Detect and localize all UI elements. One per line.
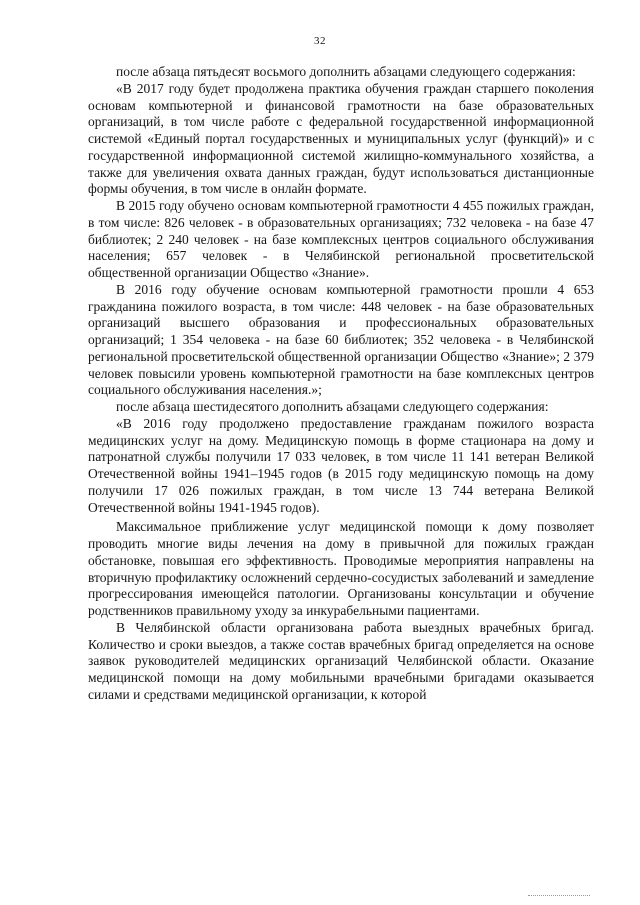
paragraph-instruction-60: после абзаца шестидесятого дополнить абзацами следующего содержания: <box>116 399 549 414</box>
paragraph-mobile-brigades: В Челябинской области организована работа выездных врачебных бригад. Количество и сроки выездов, а также состав врачебных бригад определяется на основе заявок руководителей медицинских организаций Челябинской области. Оказание медицинской помощи на дому мобильными врачебными бригадами оказывается силами и средствами медицинской организации, к которой <box>88 619 594 702</box>
paragraph-2015-statistics: В 2015 году обучено основам компьютерной грамотности 4 455 пожилых граждан, в том числе: 826 человек - в образовательных организациях; 732 человека - на базе 47 библиотек; 2 240 человек - на базе комплексных центров социального обслуживания населения; 657 человек - в Челябинской региональной просветительской общественной организации Общество «Знание». <box>88 198 594 280</box>
paragraph-home-medical-care: «В 2016 году продолжено предоставление гражданам пожилого возраста медицинских услуг на дому. Медицинскую помощь в форме стационара на дому и патронатной службы получили 17 033 человек, в том числе 11 141 ветеран Великой Отечественной войны 1941–1945 годов (в 2015 году медицинскую помощь на дому получили 17 026 пожилых граждан, в том числе 13 744 ветерана Великой Отечественной войны 1941-1945 годов). <box>88 415 594 515</box>
document-text-body <box>88 64 594 704</box>
page-number: 32 <box>314 35 326 47</box>
paragraph-treatment-at-home: Максимальное приближение услуг медицинской помощи к дому позволяет проводить многие виды лечения на дому в привычной для пожилых граждан обстановке, повышая его эффективность. Проводимые мероприятия направлены на вторичную профилактику осложнений сердечно-сосудистых заболеваний и замедление прогрессирования имеющейся патологии. Организованы консультации и обучение родственников правильному уходу за инкурабельными пациентами. <box>88 519 594 618</box>
paragraph-2017-training: «В 2017 году будет продолжена практика обучения граждан старшего поколения основам компьютерной и финансовой грамотности на базе образовательных организаций, в том числе работе с федеральной государственной информационной системой «Единый портал государственных и муниципальных услуг (функций)» и с государственной информационной системой жилищно-коммунального хозяйства, а также для увеличения охвата данных граждан, будут использоваться дистанционные формы обучения, в том числе в онлайн формате. <box>88 80 594 197</box>
scan-artifact-line <box>528 895 590 896</box>
paragraph-2016-statistics: В 2016 году обучение основам компьютерной грамотности прошли 4 653 гражданина пожилого возраста, в том числе: 448 человек - на базе образовательных организаций высшего образования и профессиональных образовательных организаций; 1 354 человека - на базе 60 библиотек; 352 человека - в Челябинской региональной просветительской общественной организации Общество «Знание»; 2 379 человек повысили уровень компьютерной грамотности на базе комплексных центров социального обслуживания населения.»; <box>88 281 594 398</box>
paragraph-instruction-58: после абзаца пятьдесят восьмого дополнить абзацами следующего содержания: <box>116 64 576 79</box>
